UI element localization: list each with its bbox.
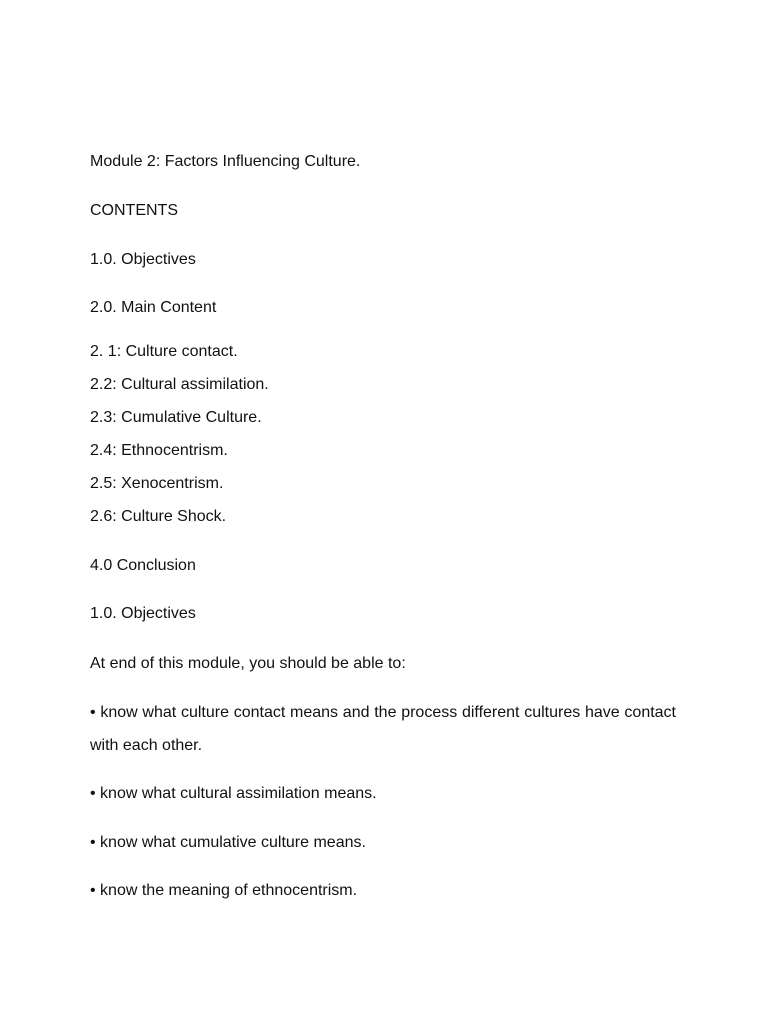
objective-bullet: • know what culture contact means and the process different cultures have contact with each other. [90, 704, 676, 754]
objective-bullet: • know what cultural assimilation means. [90, 785, 377, 802]
document-page [90, 0, 676, 1024]
toc-sub-item: 2.6: Culture Shock. [90, 508, 227, 525]
objective-bullet: • know the meaning of ethnocentrism. [90, 882, 358, 899]
toc-sub-item: 2.4: Ethnocentrism. [90, 442, 228, 459]
toc-sub-item: 2. 1: Culture contact. [90, 343, 238, 360]
objective-bullet: • know what cumulative culture means. [90, 834, 366, 851]
toc-objectives: 1.0. Objectives [90, 251, 196, 268]
toc-sub-item: 2.5: Xenocentrism. [90, 475, 224, 492]
module-title: Module 2: Factors Influencing Culture. [90, 153, 361, 170]
objectives-heading: 1.0. Objectives [90, 605, 196, 622]
toc-conclusion: 4.0 Conclusion [90, 557, 196, 574]
toc-sub-item: 2.2: Cultural assimilation. [90, 376, 269, 393]
toc-main-content: 2.0. Main Content [90, 299, 217, 316]
objectives-intro: At end of this module, you should be able to: [90, 655, 406, 672]
contents-heading: CONTENTS [90, 202, 178, 219]
toc-sub-item: 2.3: Cumulative Culture. [90, 409, 262, 426]
